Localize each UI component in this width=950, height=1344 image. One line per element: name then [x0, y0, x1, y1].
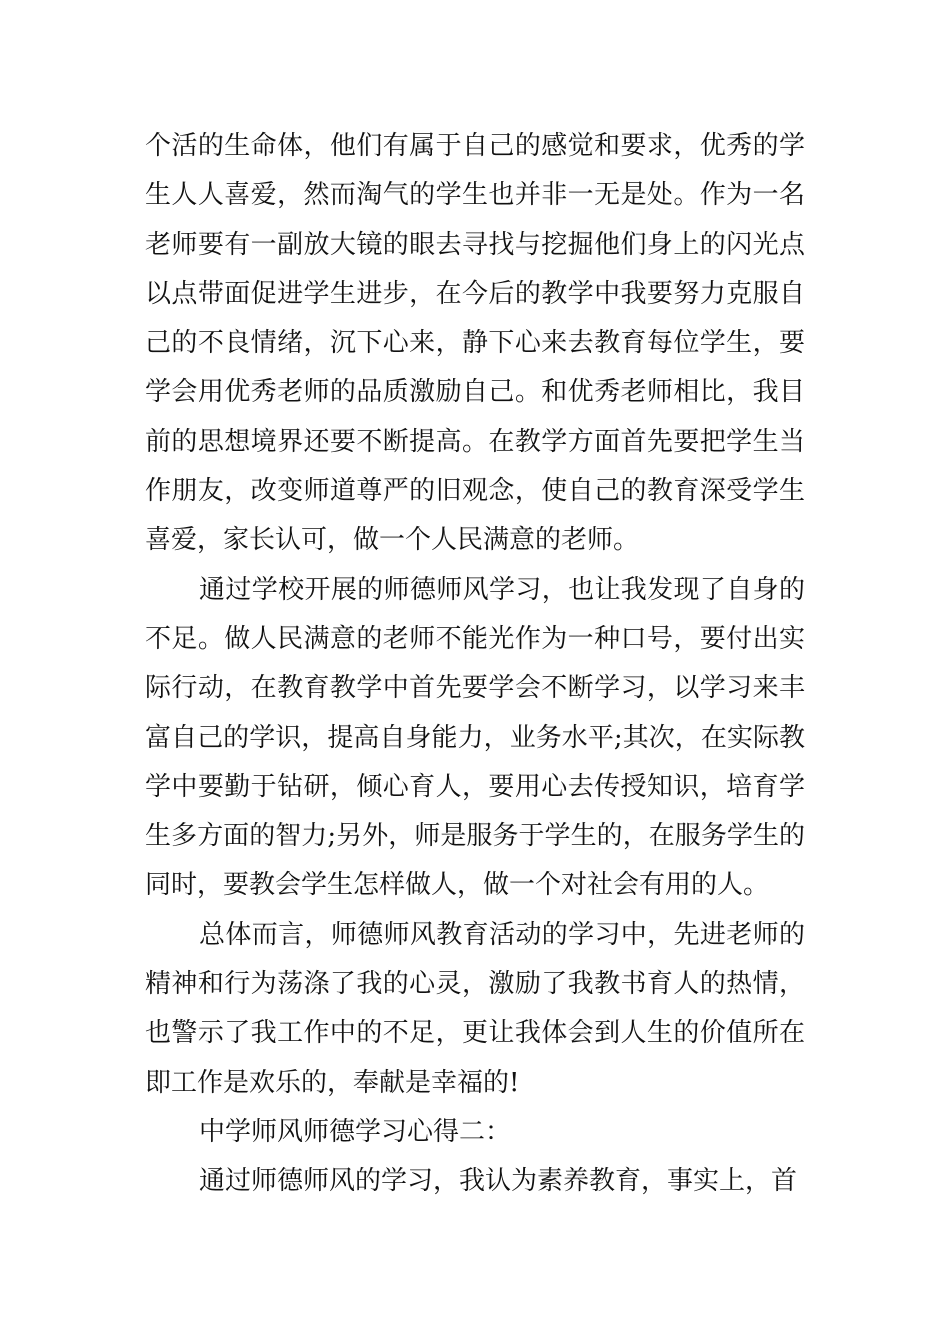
text-line: 富自己的学识，提高自身能力，业务水平;其次，在实际教	[145, 722, 805, 753]
text-line: 老师要有一副放大镜的眼去寻找与挖掘他们身上的闪光点	[145, 229, 805, 260]
paragraph	[145, 122, 805, 566]
text-line: 己的不良情绪，沉下心来，静下心来去教育每位学生，要	[145, 328, 805, 359]
text-line: 中学师风师德学习心得二：	[199, 1116, 512, 1147]
paragraph	[145, 911, 805, 1108]
text-line: 学会用优秀老师的品质激励自己。和优秀老师相比，我目	[145, 377, 805, 408]
text-line: 作朋友，改变师道尊严的旧观念，使自己的教育深受学生	[145, 476, 805, 507]
text-line: 即工作是欢乐的，奉献是幸福的!	[145, 1067, 520, 1098]
text-line: 通过学校开展的师德师风学习，也让我发现了自身的	[199, 574, 805, 605]
text-line: 际行动，在教育教学中首先要学会不断学习，以学习来丰	[145, 673, 805, 704]
text-line: 个活的生命体，他们有属于自己的感觉和要求，优秀的学	[145, 131, 805, 161]
text-line: 生多方面的智力;另外，师是服务于学生的，在服务学生的	[145, 821, 805, 852]
text-line: 精神和行为荡涤了我的心灵，激励了我教书育人的热情，	[145, 969, 805, 1000]
text-line: 不足。做人民满意的老师不能光作为一种口号，要付出实	[145, 623, 805, 654]
paragraph	[145, 566, 805, 911]
text-line: 同时，要教会学生怎样做人，做一个对社会有用的人。	[145, 870, 770, 901]
text-line: 喜爱，家长认可，做一个人民满意的老师。	[145, 525, 640, 556]
document-body	[145, 122, 805, 1207]
paragraph	[145, 1157, 805, 1206]
paragraph	[145, 1108, 805, 1157]
text-line: 总体而言，师德师风教育活动的学习中，先进老师的	[199, 919, 805, 950]
text-line: 生人人喜爱，然而淘气的学生也并非一无是处。作为一名	[145, 180, 805, 211]
text-line: 通过师德师风的学习，我认为素养教育，事实上，首	[199, 1166, 798, 1197]
text-line: 前的思想境界还要不断提高。在教学方面首先要把学生当	[145, 426, 805, 457]
text-line: 学中要勤于钻研，倾心育人，要用心去传授知识，培育学	[145, 771, 805, 802]
text-line: 以点带面促进学生进步，在今后的教学中我要努力克服自	[145, 278, 805, 309]
text-line: 也警示了我工作中的不足，更让我体会到人生的价值所在	[145, 1018, 805, 1049]
